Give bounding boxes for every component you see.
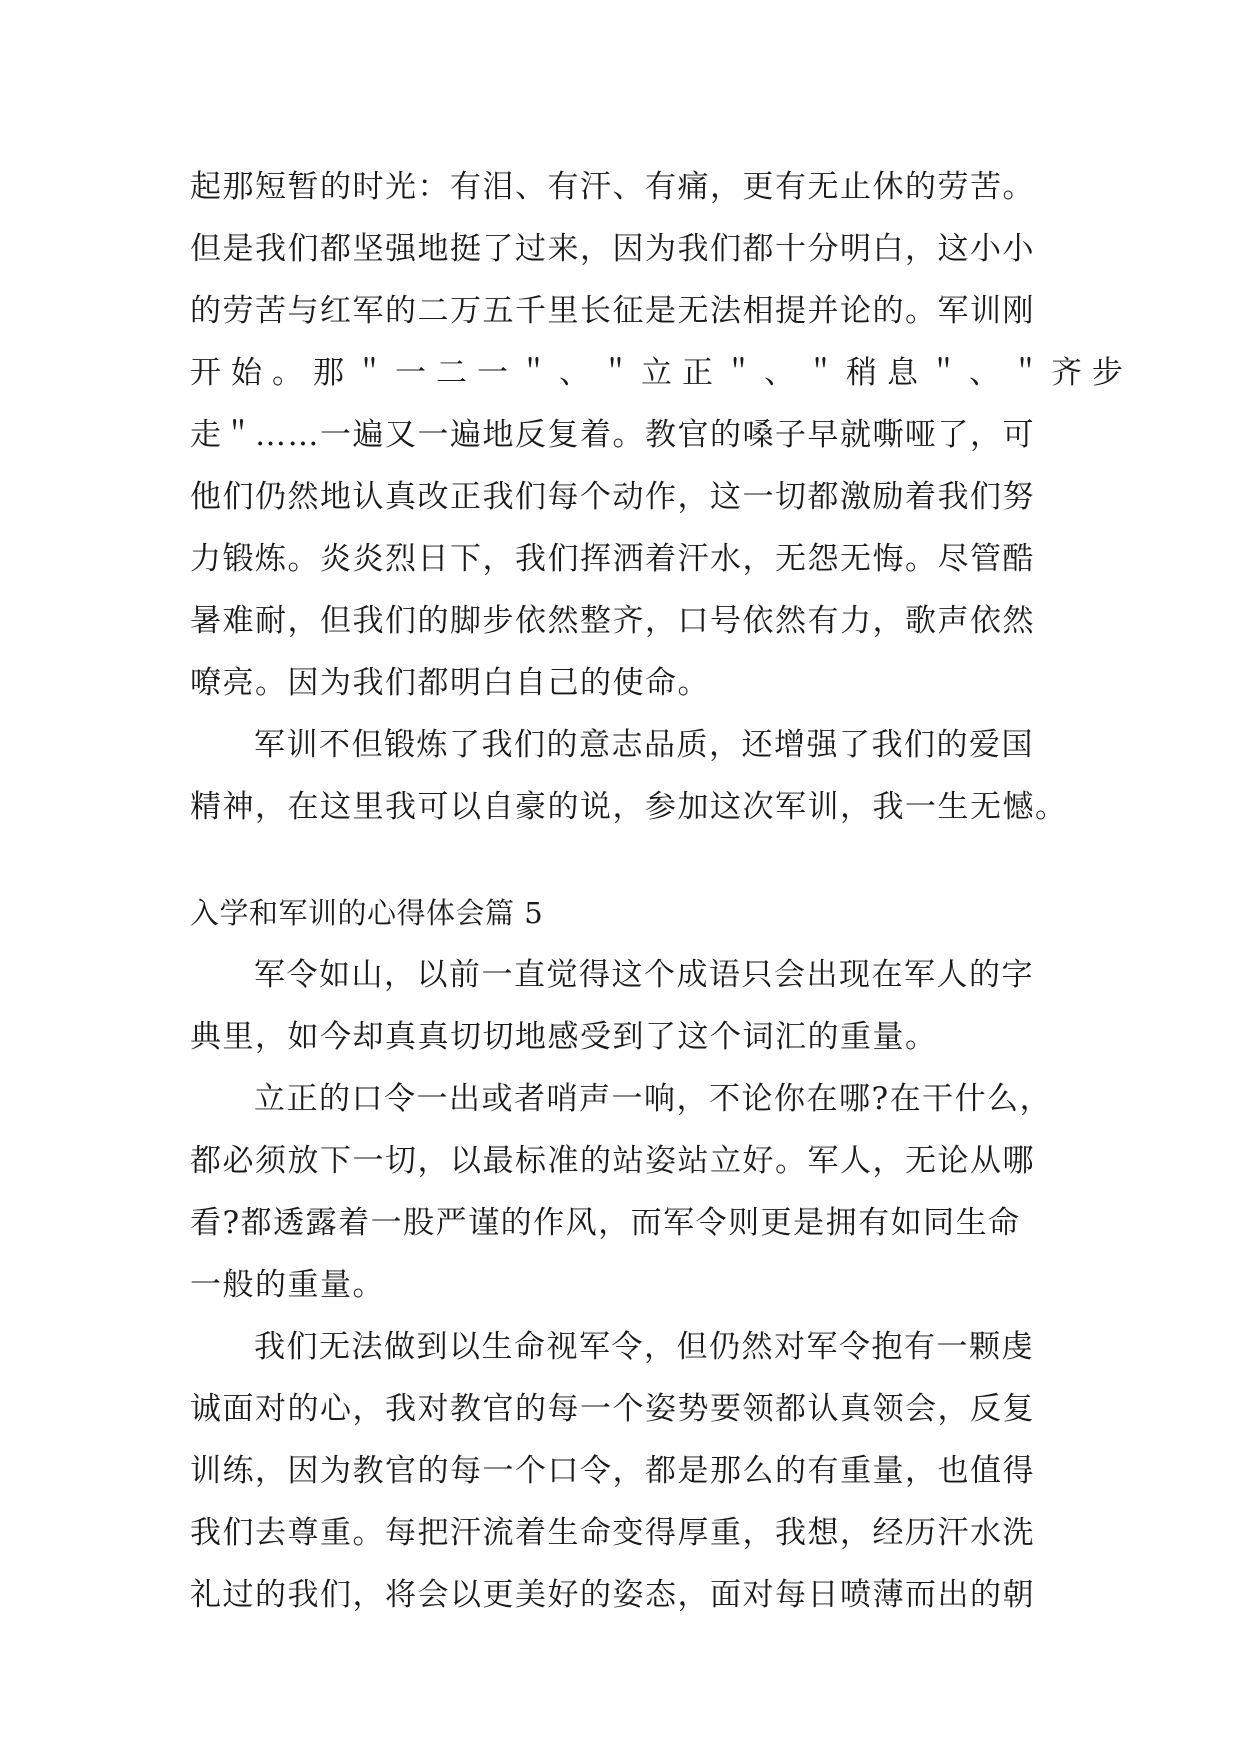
text-line: 一般的重量。 [190,1267,385,1303]
text-line: 力锻炼。炎炎烈日下，我们挥洒着汗水，无怨无悔。尽管酷 [190,541,1035,577]
text-line: 立正的口令一出或者哨声一响，不论你在哪?在干什么， [254,1081,1053,1117]
text-line: 都必须放下一切，以最标准的站姿站立好。军人，无论从哪 [190,1143,1035,1179]
section-gap [190,838,1060,882]
document-body [190,156,1133,1626]
text-line: 我们无法做到以生命视军令，但仍然对军令抱有一颗虔 [254,1329,1034,1365]
text-line: 起那短暂的时光：有泪、有汗、有痛，更有无止休的劳苦。 [190,169,1035,205]
section-heading: 入学和军训的心得体会篇 5 [190,896,544,930]
text-line: 的劳苦与红军的二万五千里长征是无法相提并论的。军训刚 [190,293,1035,329]
text-line: 开始。那＂一二一＂、＂立正＂、＂稍息＂、＂齐步 [190,355,1133,391]
text-line: 训练，因为教官的每一个口令，都是那么的有重量，也值得 [190,1453,1035,1489]
text-line: 军令如山，以前一直觉得这个成语只会出现在军人的字 [254,957,1034,993]
text-line: 典里，如今却真真切切地感受到了这个词汇的重量。 [190,1019,938,1055]
text-line: 我们去尊重。每把汗流着生命变得厚重，我想，经历汗水洗 [190,1515,1035,1551]
text-line: 看?都透露着一股严谨的作风，而军令则更是拥有如同生命 [190,1205,1021,1241]
text-line: 诚面对的心，我对教官的每一个姿势要领都认真领会，反复 [190,1391,1035,1427]
text-line: 走＂……一遍又一遍地反复着。教官的嗓子早就嘶哑了，可 [190,417,1035,453]
text-line: 精神，在这里我可以自豪的说，参加这次军训，我一生无憾。 [190,789,1068,825]
text-line: 暑难耐，但我们的脚步依然整齐，口号依然有力，歌声依然 [190,603,1035,639]
text-line: 礼过的我们，将会以更美好的姿态，面对每日喷薄而出的朝 [190,1577,1035,1613]
text-line: 他们仍然地认真改正我们每个动作，这一切都激励着我们努 [190,479,1035,515]
text-line: 但是我们都坚强地挺了过来，因为我们都十分明白，这小小 [190,231,1035,267]
text-line: 军训不但锻炼了我们的意志品质，还增强了我们的爱国 [254,727,1034,763]
text-line: 嘹亮。因为我们都明白自己的使命。 [190,665,710,701]
